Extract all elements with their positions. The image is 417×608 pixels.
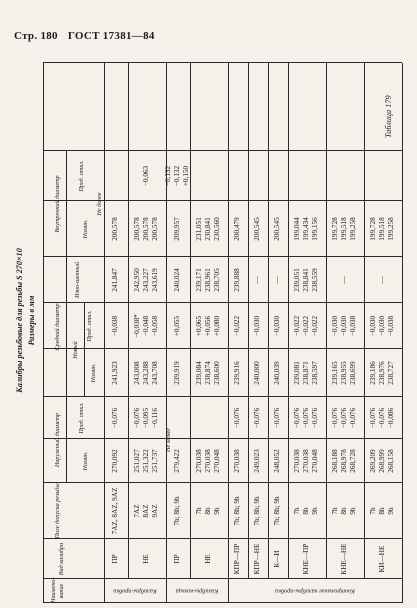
table-cell: КПР—ПР xyxy=(232,543,241,575)
table-cell: 7AZ 8AZ 9AZ xyxy=(132,504,159,518)
table-cell: +0,065 +0,056 +0,080 xyxy=(194,315,221,337)
standard-code: ГОСТ 17381—84 xyxy=(67,30,155,42)
header-inner-nom: Номин. xyxy=(82,219,89,239)
table-cell: 200,479 xyxy=(232,217,241,241)
table-cell: 200,578 xyxy=(110,217,119,241)
table-cell: — xyxy=(272,276,281,284)
header-rule xyxy=(104,63,105,603)
table-cell: 199,044 199,434 199,156 xyxy=(292,217,319,241)
row-rule xyxy=(326,63,327,579)
header-outer-nom: Номин. xyxy=(82,451,89,471)
header-mid-dev: Пред. откл. xyxy=(86,310,93,342)
row-rule xyxy=(190,63,191,579)
table-cell: 239,186 238,976 238,727 xyxy=(368,361,395,385)
table-cell: 239,051 238,841 238,559 xyxy=(292,268,319,292)
table-cell: 239,165 238,955 238,699 xyxy=(330,361,357,385)
row-rule xyxy=(248,63,249,579)
header-outer-dev: Пред. откл. xyxy=(78,402,85,434)
row-rule xyxy=(228,63,229,579)
table-cell: 199,728 199,518 199,258 xyxy=(368,217,395,241)
table-cell: — xyxy=(252,276,261,284)
table-border-right xyxy=(43,62,402,63)
table-cell: −0,076 −0,076 −0,086 xyxy=(368,407,395,429)
table-cell: −0,030 −0,030 −0,038 xyxy=(368,315,395,337)
header-inner: Внутренний диаметр xyxy=(54,175,61,233)
table-cell: 239,888 xyxy=(232,268,241,292)
row-rule xyxy=(364,63,365,579)
table-title: Калибры резьбовые для резьбы S 270×10 xyxy=(15,248,24,393)
row-rule xyxy=(268,63,269,579)
table-cell: −0,076 xyxy=(252,407,261,429)
table-cell: 7h 8h 9h xyxy=(330,507,357,515)
table-subtitle: Размеры в мм xyxy=(27,295,36,346)
table-cell: 239,081 238,871 238,597 xyxy=(292,361,319,385)
table-cell: НЕ xyxy=(141,554,150,564)
header-new: Новый xyxy=(72,341,79,359)
table-cell: 200,545 xyxy=(272,217,281,241)
table-cell: 249,023 xyxy=(252,449,261,473)
table-cell: −0,076 xyxy=(232,407,241,429)
table-cell: 251,027 251,322 251,737 xyxy=(132,449,159,473)
table-cell: −0,038 xyxy=(110,315,119,337)
table-cell: −0,063 xyxy=(141,165,150,187)
table-cell: +0,055 xyxy=(172,315,181,337)
table-cell: — xyxy=(339,276,348,284)
table-cell: 241,847 xyxy=(110,268,119,292)
table-border-top xyxy=(43,63,44,603)
table-border-left xyxy=(43,602,402,603)
header-name: Наимено-вание xyxy=(50,577,65,603)
table-cell: 7h; 8h; 9h xyxy=(272,496,281,526)
table-cell: 7h 8h 9h xyxy=(368,507,395,515)
page-right-title: Таблица 179 xyxy=(384,95,393,138)
table-cell: 239,171 238,961 238,705 xyxy=(194,268,221,292)
middle-subrule xyxy=(66,257,67,397)
table-frame xyxy=(14,38,399,603)
table-cell: 7h 8h 9h xyxy=(194,507,221,515)
table-border-bottom xyxy=(402,63,403,603)
note-not-less: Не менее xyxy=(165,427,172,453)
table-cell: КНЕ—ПР xyxy=(301,543,310,575)
table-cell: 242,950 243,227 243,619 xyxy=(132,268,159,292)
table-cell: 270,092 xyxy=(110,449,119,473)
table-cell: 7h; 8h; 9h xyxy=(172,496,181,526)
header-worn: Изно-шенный xyxy=(74,262,81,298)
group-rule xyxy=(228,579,229,603)
header-kind: Вид калибра xyxy=(58,542,65,576)
header-middle: Средний диаметр xyxy=(54,303,61,351)
page-number: Стр. 180 xyxy=(14,30,58,42)
table-cell: 269,209 268,999 268,158 xyxy=(368,449,395,473)
table-cell: 270,038 xyxy=(232,449,241,473)
table-cell: 240,024 xyxy=(172,268,181,292)
table-cell: 7AZ, 8AZ, 9AZ xyxy=(110,487,119,535)
table-cell: −0,076 −0,095 −0,116 xyxy=(132,407,159,429)
table-cell: −0,076 xyxy=(272,407,281,429)
table-cell: 270,038 270,038 270,048 xyxy=(292,449,319,473)
table-cell: 200,578 200,578 200,578 xyxy=(132,217,159,241)
table-cell: КПР—НЕ xyxy=(252,543,261,575)
table-cell: 243,008 243,288 243,708 xyxy=(132,361,159,385)
new-subrule xyxy=(84,303,85,397)
table-cell: 240,000 xyxy=(252,361,261,385)
table-cell: −0,022 −0,022 −0,022 xyxy=(292,315,319,337)
table-cell: 209,957 xyxy=(172,217,181,241)
group-rule xyxy=(166,579,167,603)
header-inner-dev: Пред. откл. xyxy=(78,160,85,192)
header-tolerance: Поле допуска резьбы xyxy=(54,483,61,539)
table-cell: К—И xyxy=(272,550,281,568)
group-label-ring: Калибры-кольца xyxy=(175,587,219,595)
table-cell: 7h; 8h; 9h xyxy=(232,496,241,526)
header-mid-nom: Номин. xyxy=(90,363,97,383)
table-cell: −0,076 −0,076 −0,076 xyxy=(292,407,319,429)
table-cell: 279,422 xyxy=(172,449,181,473)
table-cell: 239,084 238,874 238,600 xyxy=(194,361,221,385)
inner-subrule xyxy=(66,151,67,257)
row-rule xyxy=(166,63,167,579)
table-cell: ПР xyxy=(110,554,119,564)
table-cell: −0,030 −0,030 −0,038 xyxy=(330,315,357,337)
table-cell: 241,923 xyxy=(110,361,119,385)
table-cell: −0,030 xyxy=(272,315,281,337)
table-cell: 270,038 270,038 270,048 xyxy=(194,449,221,473)
table-cell: −0,022 xyxy=(232,315,241,337)
table-cell: 7h 8h 9h xyxy=(292,507,319,515)
table-cell: 200,545 xyxy=(252,217,261,241)
note-not-more: Не более xyxy=(96,192,103,216)
group-label-control: Контрольные калибры-пробки xyxy=(275,587,355,595)
group-label-plug: Калибры-пробки xyxy=(113,587,157,595)
table-cell: 248,052 xyxy=(272,449,281,473)
table-cell: 268,188 268,978 268,728 xyxy=(330,449,357,473)
table-cell: −0,076 −0,076 −0,076 xyxy=(330,407,357,429)
table-cell: −0,030 xyxy=(252,315,261,337)
row-rule xyxy=(288,63,289,579)
table-cell: −0,038* −0,048 −0,058 xyxy=(132,314,159,338)
table-cell: −0,132 −0,132 +0,150 xyxy=(163,165,190,187)
table-cell: КИ—НЕ xyxy=(377,545,386,573)
table-cell: ПР xyxy=(172,554,181,564)
header-outer: Наружный диаметр xyxy=(54,412,61,468)
table-cell: 239,916 xyxy=(232,361,241,385)
table-cell: — xyxy=(377,276,386,284)
table-cell: 231,051 230,841 230,560 xyxy=(194,217,221,241)
table-cell: КНЕ—НЕ xyxy=(339,543,348,575)
table-cell: 7h; 8h; 9h xyxy=(252,496,261,526)
table-cell: 239,919 xyxy=(172,361,181,385)
outer-subrule xyxy=(66,397,67,483)
table-cell: −0,076 xyxy=(110,407,119,429)
table-cell: 240,039 xyxy=(272,361,281,385)
table-cell: НЕ xyxy=(203,554,212,564)
table-cell: 199,728 199,518 199,258 xyxy=(330,217,357,241)
row-rule xyxy=(128,63,129,579)
